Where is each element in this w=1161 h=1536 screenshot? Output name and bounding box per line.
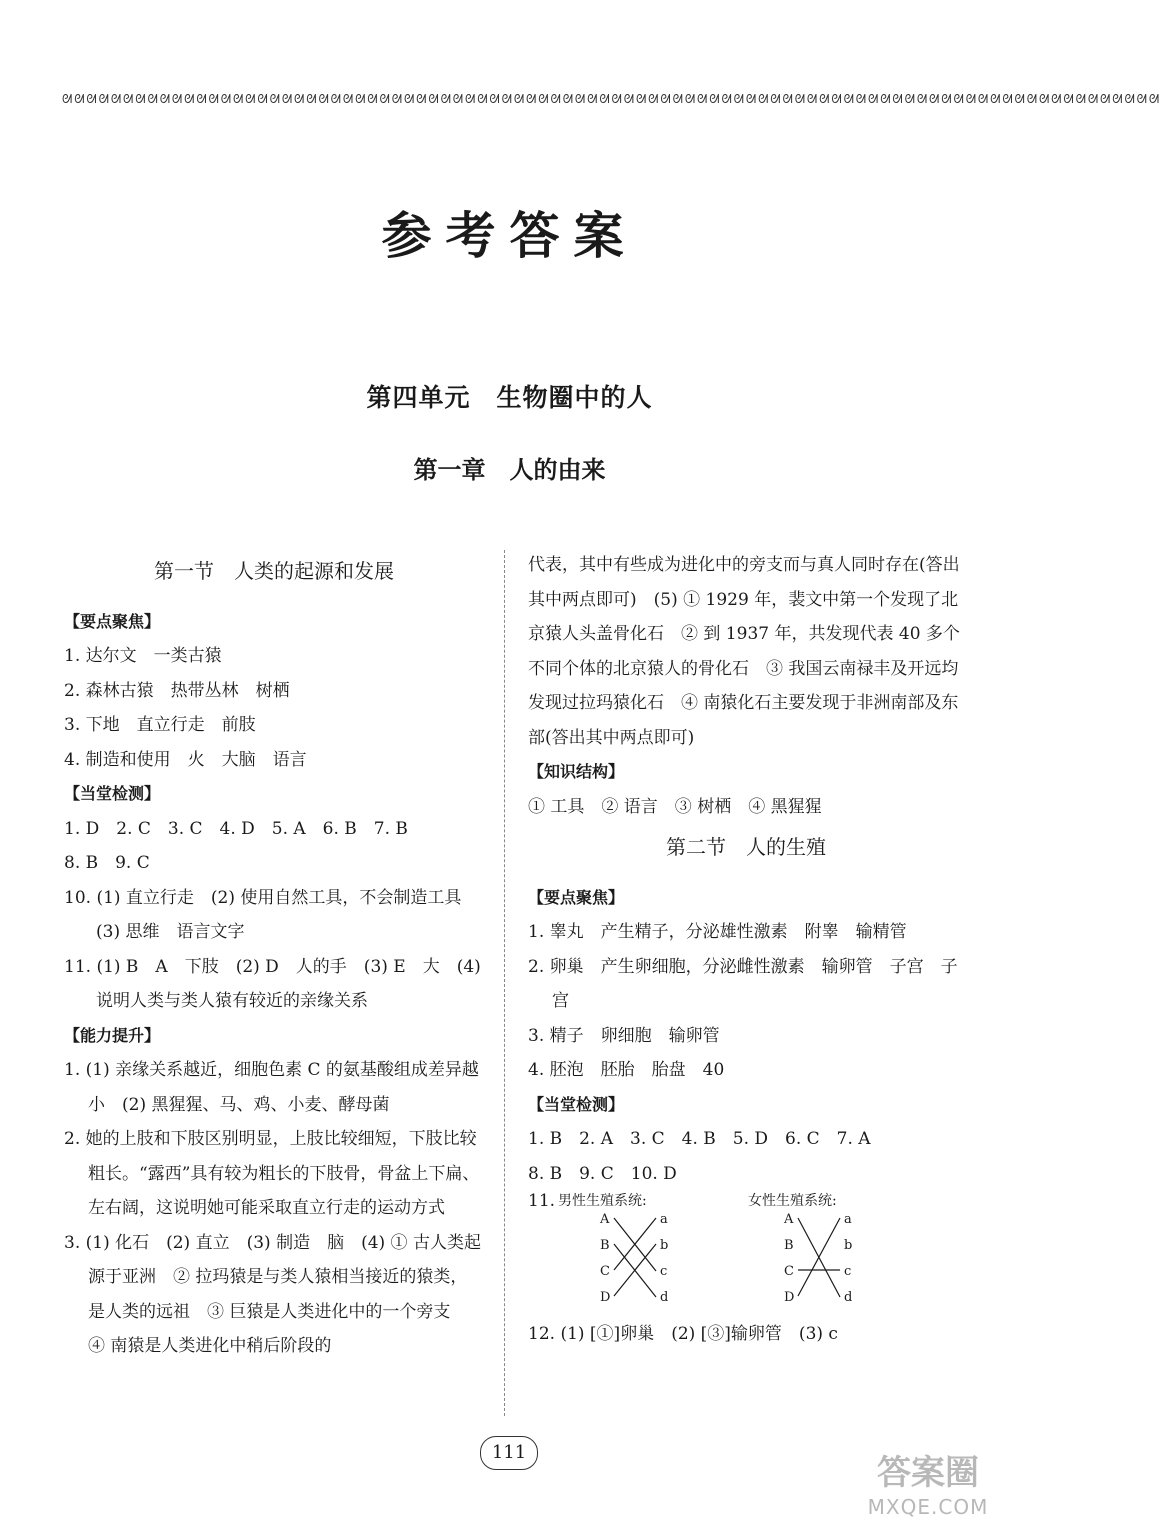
page-title: 参考答案	[381, 207, 638, 265]
section-title: 第二节 人的生殖	[666, 835, 826, 859]
letter-C: C	[600, 1264, 610, 1279]
answer-item: 2. 森林古猿 热带丛林 树栖	[64, 680, 290, 701]
letter-A: A	[784, 1212, 794, 1227]
section-title: 第一节 人类的起源和发展	[154, 559, 394, 583]
structure-answer: ① 工具 ② 语言 ③ 树栖 ④ 黑猩猩	[528, 796, 822, 817]
classroom-check-tag: 【当堂检测】	[64, 784, 161, 803]
letter-c: c	[844, 1264, 852, 1279]
answer-item: 2. 她的上肢和下肢区别明显，上肢比较细短，下肢比较粗长。“露西”具有较为粗长的下肢骨，骨盆上下扁、左右阔，这说明她可能采取直立行走的运动方式	[64, 1129, 480, 1218]
answer-item: 8. B 9. C 10. D	[528, 1163, 677, 1184]
key-points-tag: 【要点聚焦】	[64, 611, 161, 631]
letter-B: B	[784, 1238, 794, 1253]
letter-D: D	[784, 1290, 795, 1305]
column-divider	[504, 550, 505, 1416]
answer-item: 3. 下地 直立行走 前肢	[64, 715, 256, 735]
letter-d: d	[844, 1290, 853, 1305]
answer-item: 1. D 2. C 3. C 4. D 5. A 6. B 7. B	[64, 818, 408, 839]
right-column	[528, 548, 964, 1352]
answer-item: 3. 精子 卵细胞 输卵管	[528, 1025, 720, 1046]
male-system-label: 男性生殖系统:	[558, 1193, 647, 1209]
question-number: 11.	[528, 1191, 556, 1211]
letter-C: C	[784, 1264, 794, 1279]
answer-item: 11. (1) B A 下肢 (2) D 人的手 (3) E 大 (4) 说明人类与类人猿有较近的亲缘关系	[64, 956, 481, 1011]
ability-tag: 【能力提升】	[64, 1025, 161, 1045]
left-column	[64, 548, 484, 1364]
watermark-logo	[848, 1452, 1008, 1528]
female-system-label: 女性生殖系统:	[748, 1193, 837, 1209]
female-matching-diagram	[774, 1209, 866, 1305]
answer-item: 1. B 2. A 3. C 4. B 5. D 6. C 7. A	[528, 1129, 871, 1149]
letter-a: a	[844, 1212, 852, 1227]
letter-D: D	[600, 1290, 611, 1305]
answer-item: 12. (1) [①]卵巢 (2) [③]输卵管 (3) c	[528, 1324, 838, 1344]
letter-d: d	[660, 1290, 669, 1305]
unit-title: 第四单元 生物圈中的人	[366, 383, 653, 412]
watermark-text: 答案圈	[877, 1453, 979, 1493]
page-number: 111	[480, 1436, 538, 1470]
answer-item: 2. 卵巢 产生卵细胞，分泌雌性激素 输卵管 子宫 子宫	[528, 956, 958, 1011]
answer-item: 4. 制造和使用 火 大脑 语言	[64, 749, 307, 770]
answer-item: 1. 达尔文 一类古猿	[64, 646, 222, 666]
letter-b: b	[844, 1238, 853, 1253]
answer-item: 8. B 9. C	[64, 853, 150, 873]
male-matching-diagram	[590, 1209, 682, 1305]
key-points-tag: 【要点聚焦】	[528, 887, 625, 907]
letter-a: a	[660, 1212, 668, 1227]
chapter-title: 第一章 人的由来	[413, 455, 606, 484]
answer-item: 3. (1) 化石 (2) 直立 (3) 制造 脑 (4) ① 古人类起源于亚洲 ② 拉玛猿是与类人猿相当接近的猿类，是人类的远祖 ③ 巨猿是人类进化中的一个旁支 ④ 南猿是人类进化中稍后阶段的	[64, 1232, 481, 1356]
answer-item: 1. (1) 亲缘关系越近，细胞色素 C 的氨基酸组成差异越小 (2) 黑猩猩、马、鸡、小麦、酵母菌	[64, 1060, 479, 1115]
letter-B: B	[600, 1238, 610, 1253]
continued-answer: 代表，其中有些成为进化中的旁支而与真人同时存在(答出其中两点即可) (5) ① 1929 年，裴文中第一个发现了北京猿人头盖骨化石 ② 到 1937 年，共发现代表 40 多个不同个体的北京猿人的骨化石 ③ 我国云南禄丰及开远均发现过拉玛猿化石 ④ 南猿化石主要发现于非洲南部及东部(答出其中两点即可)	[528, 555, 960, 748]
answer-item: 10. (1) 直立行走 (2) 使用自然工具，不会制造工具 (3) 思维 语言文字	[64, 887, 479, 942]
letter-c: c	[660, 1264, 668, 1279]
top-decorative-border: ᘛᘛᘛᘛᘛᘛᘛᘛᘛᘛᘛᘛᘛᘛᘛᘛᘛᘛᘛᘛᘛᘛᘛᘛᘛᘛᘛᘛᘛᘛᘛᘛᘛᘛᘛᘛᘛᘛᘛᘛᘛᘛᘛᘛᘛᘛᘛᘛᘛᘛᘛᘛᘛᘛᘛᘛᘛᘛᘛᘛᘛᘛᘛᘛᘛᘛᘛᘛᘛᘛᘛᘛᘛᘛᘛᘛᘛᘛᘛᘛᘛᘛᘛᘛᘛᘛᘛᘛᘛᘛ	[62, 92, 1161, 106]
watermark-url: MXQE.COM	[867, 1495, 989, 1519]
matching-diagram-row	[528, 1191, 964, 1317]
knowledge-structure-tag: 【知识结构】	[528, 762, 625, 781]
letter-A: A	[600, 1212, 610, 1227]
classroom-check-tag: 【当堂检测】	[528, 1094, 625, 1114]
letter-b: b	[660, 1238, 669, 1253]
answer-item: 1. 睾丸 产生精子，分泌雄性激素 附睾 输精管	[528, 922, 907, 942]
answer-item: 4. 胚泡 胚胎 胎盘 40	[528, 1060, 725, 1080]
